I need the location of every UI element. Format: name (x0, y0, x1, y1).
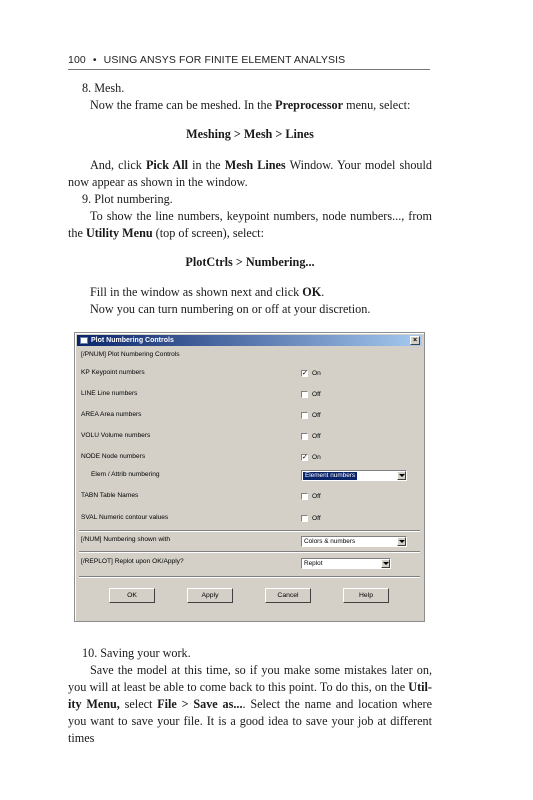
step-9-after: Fill in the window as shown next and click OK. Now you can turn numbering on or off at your discretion. (68, 284, 432, 318)
line-label: LINE Line numbers (81, 390, 138, 397)
tabn-checkbox[interactable] (301, 493, 308, 500)
num-value: Colors & numbers (304, 538, 356, 545)
node-checkbox[interactable]: ✓ (302, 454, 308, 461)
dialog-titlebar (77, 335, 422, 346)
sval-checkbox[interactable] (301, 515, 308, 522)
step-9-turn: Now you can turn numbering on or off at your discretion. (90, 302, 371, 316)
header-bullet: • (92, 54, 97, 66)
step-9-intro: To show the line numbers, keypoint numbers, node numbers..., from the Utility Menu (top of screen), select: (68, 209, 432, 240)
sval-label: SVAL Numeric contour values (81, 514, 169, 521)
volu-checkbox[interactable] (301, 433, 308, 440)
volu-value: Off (312, 433, 321, 440)
close-icon[interactable]: × (410, 336, 420, 345)
chevron-down-icon[interactable] (397, 471, 406, 480)
dialog-title: Plot Numbering Controls (91, 337, 174, 344)
divider (79, 530, 420, 532)
replot-label: [/REPLOT] Replot upon OK/Apply? (81, 558, 184, 565)
elem-attrib-label: Elem / Attrib numbering (91, 471, 160, 478)
divider (79, 576, 420, 578)
header-rule (68, 69, 430, 70)
step-10-body: Save the model at this time, so if you make some mistakes later on, you will at least be able to come back to this point. To do this, on the Util-ity Menu, select File > Save as.... Select the name and location where you want to save your file. It is a good idea to save your job at different times (68, 663, 432, 745)
elem-attrib-value: Element numbers (305, 472, 356, 479)
chevron-down-icon[interactable] (381, 559, 390, 568)
step-10-title: 10. Saving your work. (82, 646, 191, 660)
sval-value: Off (312, 515, 321, 522)
line-checkbox[interactable] (301, 391, 308, 398)
running-title: USING ANSYS FOR FINITE ELEMENT ANALYSIS (103, 54, 346, 66)
area-checkbox[interactable] (301, 412, 308, 419)
tabn-label: TABN Table Names (81, 492, 139, 499)
window-icon (80, 337, 88, 344)
tabn-value: Off (312, 493, 321, 500)
help-button[interactable]: Help (343, 588, 389, 603)
elem-attrib-select[interactable] (301, 470, 407, 481)
ok-button[interactable]: OK (109, 588, 155, 603)
replot-select[interactable] (301, 558, 391, 569)
area-label: AREA Area numbers (81, 411, 142, 418)
step-8-intro: Now the frame can be meshed. In the Preprocessor menu, select: (90, 98, 411, 112)
replot-value: Replot (304, 560, 323, 567)
node-label: NODE Node numbers (81, 453, 146, 460)
step-9-title: 9. Plot numbering. (82, 192, 173, 206)
step-8-menu-path: Meshing > Mesh > Lines (186, 127, 314, 141)
kp-label: KP Keypoint numbers (81, 369, 145, 376)
apply-button[interactable]: Apply (187, 588, 233, 603)
node-value: On (312, 454, 321, 461)
kp-value: On (312, 370, 321, 377)
pnum-section-label: [/PNUM] Plot Numbering Controls (81, 351, 180, 358)
line-value: Off (312, 391, 321, 398)
page-number: 100 (68, 54, 86, 66)
step-10-block (68, 645, 432, 747)
step-8-block (68, 80, 432, 114)
area-value: Off (312, 412, 321, 419)
running-header (68, 54, 430, 66)
kp-checkbox[interactable]: ✓ (302, 370, 308, 377)
chevron-down-icon[interactable] (397, 537, 406, 546)
step-9-menu-path: PlotCtrls > Numbering... (185, 255, 315, 269)
plot-numbering-dialog (74, 332, 425, 622)
step-8-after: And, click Pick All in the Mesh Lines Window. Your model should now appear as shown in the window. 9. Plot numbering. To show the line numbers, keypoint numbers, node numbers..., from the Utility Menu (top of screen), select: (68, 158, 432, 240)
volu-label: VOLU Volume numbers (81, 432, 151, 439)
step-8-title: 8. Mesh. (82, 81, 125, 95)
num-label: [/NUM] Numbering shown with (81, 536, 171, 543)
divider (79, 551, 420, 553)
num-select[interactable] (301, 536, 407, 547)
cancel-button[interactable]: Cancel (265, 588, 311, 603)
